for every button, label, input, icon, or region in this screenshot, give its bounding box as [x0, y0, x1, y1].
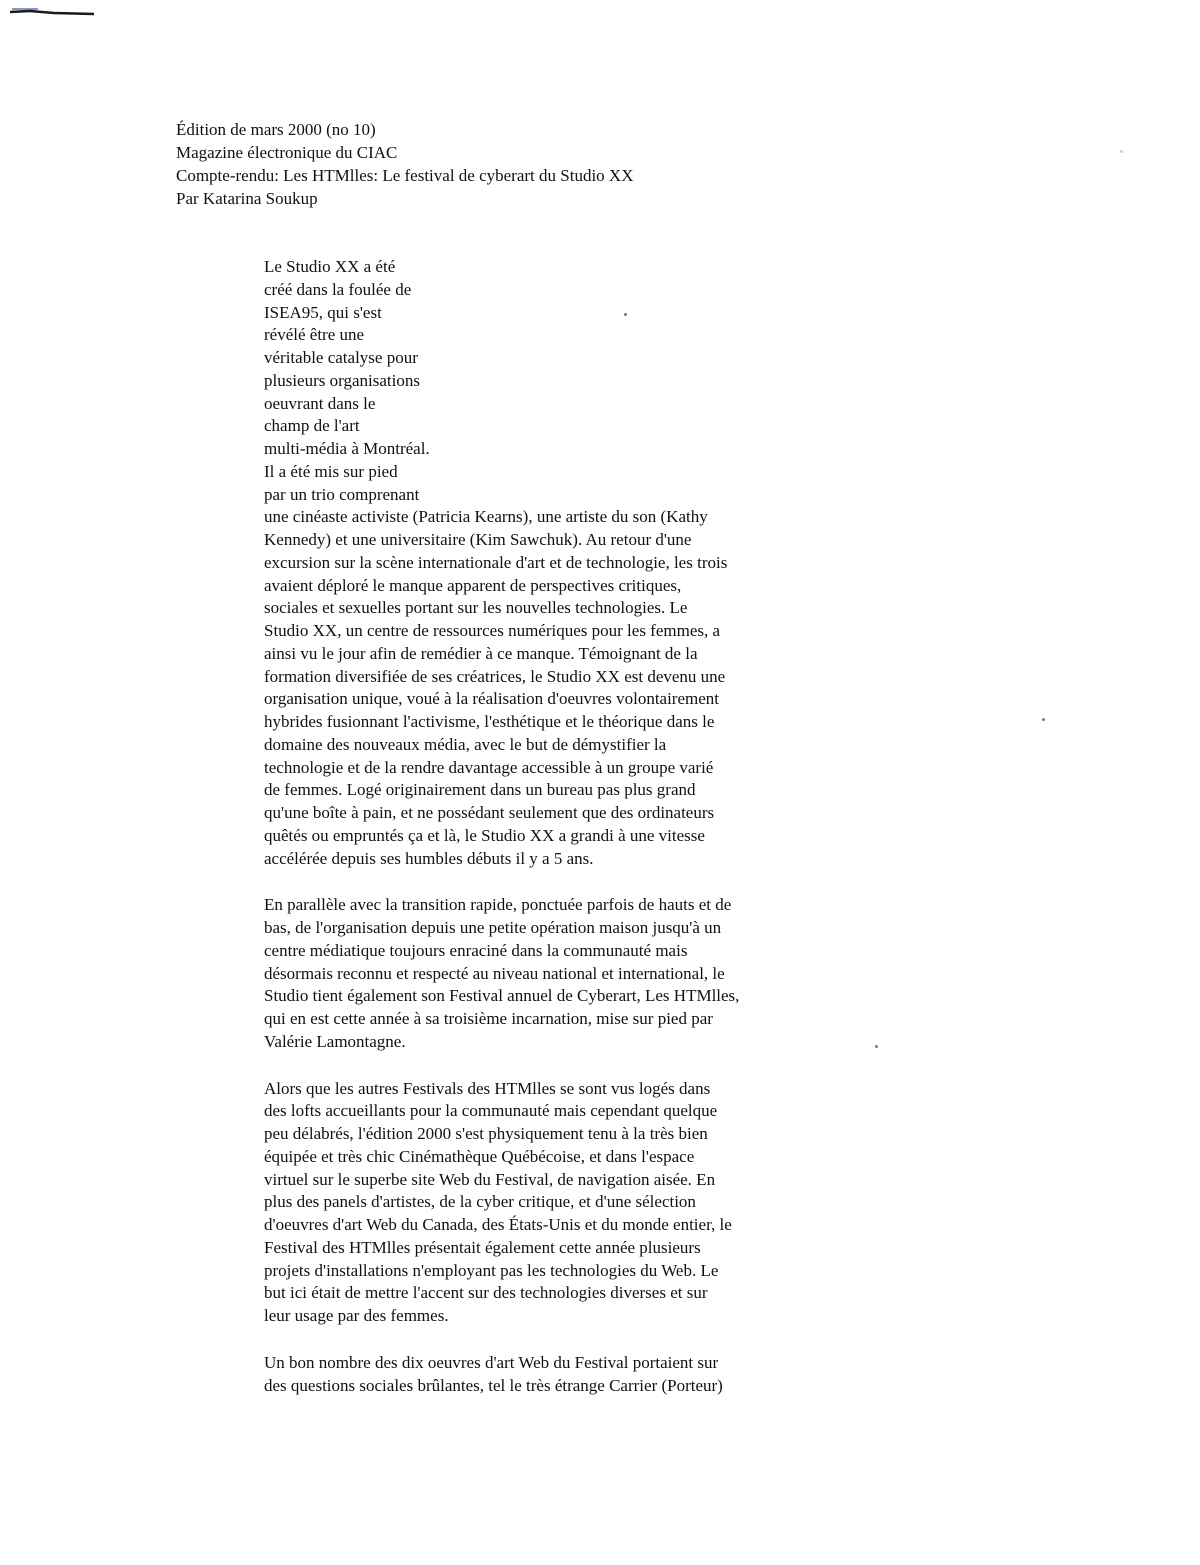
text-line: ainsi vu le jour afin de remédier à ce manque. Témoignant de la	[264, 643, 698, 663]
text-line: désormais reconnu et respecté au niveau national et international, le	[264, 963, 725, 983]
edition-line: Édition de mars 2000 (no 10)	[176, 120, 376, 139]
text-line: oeuvrant dans le	[264, 393, 376, 413]
text-line: créé dans la foulée de	[264, 279, 412, 299]
text-line: sociales et sexuelles portant sur les nouvelles technologies. Le	[264, 598, 688, 618]
text-line: En parallèle avec la transition rapide, ponctuée parfois de hauts et de	[264, 895, 732, 915]
scan-speck	[1042, 718, 1045, 721]
document-header	[176, 118, 936, 210]
text-line: Valérie Lamontagne.	[264, 1031, 406, 1051]
text-line: organisation unique, voué à la réalisation d'oeuvres volontairement	[264, 689, 720, 709]
scan-speck	[1120, 150, 1123, 153]
text-line: Un bon nombre des dix oeuvres d'art Web du Festival portaient sur	[264, 1352, 719, 1372]
text-line: des lofts accueillants pour la communauté mais cependant quelque	[264, 1101, 718, 1121]
text-line: hybrides fusionnant l'activisme, l'esthétique et le théorique dans le	[264, 712, 715, 731]
text-line: équipée et très chic Cinémathèque Québécoise, et dans l'espace	[264, 1146, 695, 1166]
text-line: peu délabrés, l'édition 2000 s'est physiquement tenu à la très bien	[264, 1124, 708, 1143]
text-line: leur usage par des femmes.	[264, 1306, 449, 1325]
article-title: Compte-rendu: Les HTMlles: Le festival de cyberart du Studio XX	[176, 166, 634, 185]
text-line: ISEA95, qui s'est	[264, 302, 382, 322]
text-line: Il a été mis sur pied	[264, 461, 398, 481]
text-line: qui en est cette année à sa troisième incarnation, mise sur pied par	[264, 1009, 713, 1028]
text-line: de femmes. Logé originairement dans un bureau pas plus grand	[264, 780, 696, 800]
text-line: Kennedy) et une universitaire (Kim Sawchuk). Au retour d'une	[264, 530, 692, 549]
text-line: Festival des HTMlles présentait également cette année plusieurs	[264, 1237, 701, 1257]
text-line: plusieurs organisations	[264, 370, 420, 390]
text-line: qu'une boîte à pain, et ne possédant seulement que des ordinateurs	[264, 803, 715, 822]
text-line: bas, de l'organisation depuis une petite opération maison jusqu'à un	[264, 918, 722, 937]
scan-speck	[875, 1045, 878, 1048]
text-line: excursion sur la scène internationale d'art et de technologie, les trois	[264, 552, 728, 572]
text-line: centre médiatique toujours enraciné dans la communauté mais	[264, 940, 688, 960]
text-line: Studio XX, un centre de ressources numériques pour les femmes, a	[264, 621, 721, 640]
scan-artifact-mark	[8, 8, 96, 18]
text-line: formation diversifiée de ses créatrices, le Studio XX est devenu une	[264, 666, 726, 686]
paragraph-gap	[264, 870, 824, 894]
article-body	[264, 256, 824, 1397]
text-line: véritable catalyse pour	[264, 348, 418, 367]
paragraph	[264, 894, 824, 1053]
text-line: quêtés ou empruntés ça et là, le Studio XX a grandi à une vitesse	[264, 825, 705, 845]
paragraph	[264, 1078, 824, 1328]
text-line: avaient déploré le manque apparent de perspectives critiques,	[264, 575, 682, 595]
text-line: une cinéaste activiste (Patricia Kearns), une artiste du son (Kathy	[264, 507, 708, 527]
text-line: projets d'installations n'employant pas les technologies du Web. Le	[264, 1260, 719, 1280]
text-line: d'oeuvres d'art Web du Canada, des États-Unis et du monde entier, le	[264, 1215, 732, 1234]
text-line: plus des panels d'artistes, de la cyber critique, et d'une sélection	[264, 1192, 696, 1212]
text-line: révélé être une	[264, 325, 365, 345]
text-line: accélérée depuis ses humbles débuts il y a 5 ans.	[264, 848, 594, 868]
text-line: multi-média à Montréal.	[264, 439, 430, 458]
text-line: technologie et de la rendre davantage accessible à un groupe varié	[264, 757, 714, 777]
text-line: par un trio comprenant	[264, 484, 420, 504]
text-line: Le Studio XX a été	[264, 257, 396, 276]
text-line: virtuel sur le superbe site Web du Festival, de navigation aisée. En	[264, 1169, 716, 1189]
text-line: Studio tient également son Festival annuel de Cyberart, Les HTMlles,	[264, 986, 740, 1006]
paragraph-gap	[264, 1328, 824, 1352]
text-line: domaine des nouveaux média, avec le but de démystifier la	[264, 734, 667, 754]
paragraph-gap	[264, 1054, 824, 1078]
magazine-line: Magazine électronique du CIAC	[176, 143, 398, 162]
author-line: Par Katarina Soukup	[176, 189, 318, 208]
text-line: Alors que les autres Festivals des HTMlles se sont vus logés dans	[264, 1078, 711, 1098]
paragraph	[264, 1352, 824, 1398]
paragraph	[264, 256, 824, 870]
text-line: champ de l'art	[264, 416, 360, 436]
text-line: des questions sociales brûlantes, tel le très étrange Carrier (Porteur)	[264, 1375, 723, 1395]
text-line: but ici était de mettre l'accent sur des technologies diverses et sur	[264, 1283, 708, 1303]
